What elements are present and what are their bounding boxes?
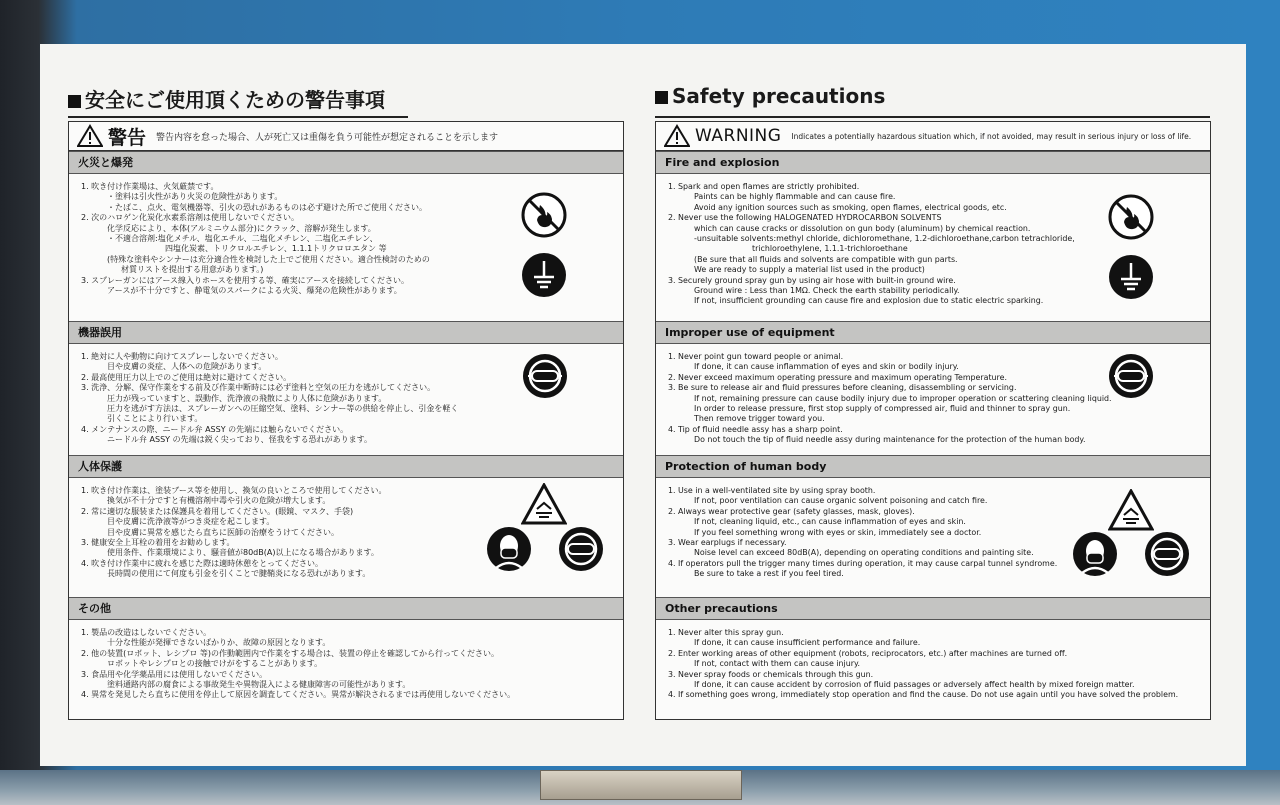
list-item: 引くことにより行います。 bbox=[107, 414, 203, 424]
en-warning-row bbox=[656, 122, 1210, 151]
list-item: We are ready to supply a material list used in the product) bbox=[694, 265, 925, 275]
list-item: アースが不十分ですと、静電気のスパークによる火災、爆発の危険性があります。 bbox=[107, 286, 402, 296]
list-item: Noise level can exceed 80dB(A), depending on operating conditions and painting site. bbox=[694, 548, 1034, 558]
list-item: 3. Securely ground spray gun by using air hose with built-in ground wire. bbox=[668, 275, 956, 285]
list-item: If not, contact with them can cause injury. bbox=[694, 659, 860, 669]
list-item: If not, remaining pressure can cause bodily injury due to improper operation or scattering cleaning liquid. bbox=[694, 393, 1112, 403]
list-item: 材質リストを提出する用意があります。) bbox=[121, 265, 264, 275]
list-item: ・塗料は引火性があり火災の危険性があります。 bbox=[107, 192, 283, 202]
list-item: which can cause cracks or dissolution on gun body (aluminum) by chemical reaction. bbox=[694, 223, 1031, 233]
list-item: (Be sure that all fluids and solvents are compatible with gun parts. bbox=[694, 254, 958, 264]
list-item: 目や皮膚の炎症、人体への危険があります。 bbox=[107, 362, 267, 372]
list-item: 四塩化炭素、トリクロルエチレン、1.1.1トリクロロエタン 等 bbox=[165, 244, 387, 254]
en-heading: Safety precautions bbox=[655, 84, 1210, 118]
list-item: 4. If operators pull the trigger many times during operation, it may cause carpal tunnel syndrome. bbox=[668, 558, 1058, 568]
list-item: ニードル弁 ASSY の先端は鋭く尖っており、怪我をする恐れがあります。 bbox=[107, 435, 372, 445]
list-item: 化学反応により、本体(アルミニウム部分)にクラック、溶解が発生します。 bbox=[107, 223, 376, 233]
list-item: In order to release pressure, first stop supply of compressed air, fluid and thinner to spray gun. bbox=[694, 404, 1071, 414]
warning-triangle-icon bbox=[77, 124, 103, 148]
list-item: Be sure to take a rest if you feel tired. bbox=[694, 569, 844, 579]
ventilation-warning-icon bbox=[521, 483, 567, 525]
section-title: Fire and explosion bbox=[656, 151, 1210, 174]
list-item: 2. Enter working areas of other equipment (robots, reciprocators, etc.) after machines are turned off. bbox=[668, 648, 1068, 658]
list-item: If done, it can cause insufficient performance and failure. bbox=[694, 638, 921, 648]
list-item: 1. 吹き付け作業場は、火気厳禁です。 bbox=[81, 182, 219, 191]
list-item: 4. Tip of fluid needle assy has a sharp point. bbox=[668, 424, 843, 434]
list-item: 1. 絶対に人や動物に向けてスプレーしないでください。 bbox=[81, 352, 283, 361]
no-open-flame-icon bbox=[520, 191, 568, 239]
list-item: 1. Use in a well-ventilated site by using spray booth. bbox=[668, 486, 876, 495]
list-item: 4. 吹き付け作業中に疲れを感じた際は適時休憩をとってください。 bbox=[81, 558, 324, 568]
section-title: 火災と爆発 bbox=[69, 151, 623, 174]
list-item: 4. 異常を発見したら直ちに使用を停止して原因を調査してください。異常が解決されるまでは再使用しないでください。 bbox=[81, 690, 516, 700]
safety-goggles-icon bbox=[1108, 353, 1154, 399]
section-title: 人体保護 bbox=[69, 455, 623, 478]
list-item: Then remove trigger toward you. bbox=[694, 414, 825, 424]
warning-triangle-icon bbox=[664, 124, 690, 148]
list-item: Paints can be highly flammable and can cause fire. bbox=[694, 192, 896, 202]
list-item: 2. Never exceed maximum operating pressure and maximum operating Temperature. bbox=[668, 372, 1007, 382]
list-item: 3. スプレーガンにはアース線入りホースを使用する等、確実にアースを接続してください。 bbox=[81, 275, 410, 285]
jp-section-body bbox=[69, 455, 623, 597]
list-item: 4. If something goes wrong, immediately stop operation and find the cause. Do not use again until you have solved the problem. bbox=[668, 690, 1179, 700]
section-body bbox=[69, 620, 623, 701]
list-item: 圧力を逃がす方法は、スプレーガンへの圧縮空気、塗料、シンナー等の供給を停止し、引金を軽く bbox=[107, 404, 459, 414]
list-item: Avoid any ignition sources such as smoking, open flames, electrical goods, etc. bbox=[694, 202, 1007, 212]
list-item: ・不適合溶剤:塩化メチル、塩化エチル、二塩化メチレン、二塩化エチレン、 bbox=[107, 234, 378, 244]
list-item: 3. Never spray foods or chemicals through this gun. bbox=[668, 669, 874, 679]
list-item: If not, poor ventilation can cause organic solvent poisoning and catch fire. bbox=[694, 496, 988, 506]
en-section-other bbox=[656, 597, 1210, 717]
list-item: ロボットやレシプロとの接触でけがをすることがあります。 bbox=[107, 659, 323, 669]
list-item: 3. 食品用や化学薬品用には使用しないでください。 bbox=[81, 669, 268, 679]
list-item: 1. Never point gun toward people or animal. bbox=[668, 352, 844, 361]
warning-description: Indicates a potentially hazardous situation which, if not avoided, may result in serious injury or loss of life. bbox=[791, 131, 1192, 141]
list-item: Ground wire : Less than 1MΩ. Check the earth stability periodically. bbox=[694, 286, 960, 296]
list-item: If you feel something wrong with eyes or skin, immediately see a doctor. bbox=[694, 527, 982, 537]
list-item: 2. 常に適切な服装または保護具を着用してください。(眼鏡、マスク、手袋) bbox=[81, 506, 354, 516]
no-open-flame-icon bbox=[1107, 193, 1155, 241]
list-item: 3. 健康安全上耳栓の着用をお勧めします。 bbox=[81, 538, 235, 548]
section-title: Protection of human body bbox=[656, 455, 1210, 478]
respirator-mask-icon bbox=[1072, 531, 1118, 577]
warning-description: 警告内容を怠った場合、人が死亡又は重傷を負う可能性が想定されることを示します bbox=[156, 132, 499, 143]
list-item: 3. Wear earplugs if necessary. bbox=[668, 538, 787, 548]
list-item: -unsuitable solvents:methyl chloride, dichloromethane, 1.2-dichloroethane,carbon tetrachloride, bbox=[694, 234, 1075, 244]
safety-goggles-icon bbox=[1144, 531, 1190, 577]
jp-section-other bbox=[69, 597, 623, 717]
list-item: If not, insufficient grounding can cause fire and explosion due to static electric sparking. bbox=[694, 296, 1044, 306]
section-title: Other precautions bbox=[656, 597, 1210, 620]
box-tab bbox=[540, 770, 742, 800]
list-item: 1. 製品の改造はしないでください。 bbox=[81, 628, 212, 637]
list-item: ・たばこ、点火、電気機器等、引火の恐れがあるものは必ず避けた所でご使用ください。 bbox=[107, 202, 427, 212]
safety-goggles-icon bbox=[522, 353, 568, 399]
section-body bbox=[656, 620, 1210, 701]
section-title: Improper use of equipment bbox=[656, 321, 1210, 344]
list-item: (特殊な塗料やシンナーは充分適合性を検討した上でご使用ください。適合性検討のための bbox=[107, 254, 430, 264]
ventilation-warning-icon bbox=[1108, 489, 1154, 531]
ground-earth-icon bbox=[1108, 254, 1154, 300]
list-item: trichloroethylene, 1.1.1-trichloroethane bbox=[752, 244, 908, 254]
jp-warning-row bbox=[69, 122, 623, 151]
list-item: 2. Always wear protective gear (safety glasses, mask, gloves). bbox=[668, 506, 915, 516]
list-item: 2. 最高使用圧力以上でのご使用は絶対に避けてください。 bbox=[81, 372, 292, 382]
list-item: 2. Never use the following HALOGENATED HYDROCARBON SOLVENTS bbox=[668, 213, 942, 223]
list-item: 2. 次のハロゲン化炭化水素系溶剤は使用しないでください。 bbox=[81, 213, 300, 223]
list-item: 換気が不十分ですと有機溶剤中毒や引火の危険が増大します。 bbox=[107, 496, 331, 506]
list-item: 長時間の使用にて何度も引金を引くことで腱鞘炎になる恐れがあります。 bbox=[107, 569, 371, 579]
list-item: 1. Spark and open flames are strictly prohibited. bbox=[668, 182, 860, 191]
list-item: 圧力が残っていますと、誤動作、洗浄液の飛散により人体に危険があります。 bbox=[107, 393, 387, 403]
list-item: 1. 吹き付け作業は、塗装ブース等を使用し、換気の良いところで使用してください。 bbox=[81, 486, 387, 495]
safety-goggles-icon bbox=[558, 526, 604, 572]
list-item: 4. メンテナンスの際、ニードル弁 ASSY の先端には触らないでください。 bbox=[81, 424, 349, 434]
list-item: 目や皮膚に洗浄液等がつき炎症を起こします。 bbox=[107, 517, 275, 527]
warning-word: WARNING bbox=[695, 126, 782, 146]
warning-word: 警告 bbox=[108, 126, 147, 149]
list-item: 十分な性能が発揮できないばかりか、故障の原因となります。 bbox=[107, 638, 331, 648]
list-item: If done, it can cause inflammation of eyes and skin or bodily injury. bbox=[694, 362, 959, 372]
list-item: 2. 他の装置(ロボット、レシプロ 等)の作動範囲内で作業をする場合は、装置の停止を確認してから行ってください。 bbox=[81, 648, 500, 658]
section-title: 機器誤用 bbox=[69, 321, 623, 344]
list-item: 塗料通路内部の腐食による事故発生や異物混入による健康障害の可能性があります。 bbox=[107, 680, 411, 690]
list-item: 目や皮膚に異常を感じたら直ちに医師の治療をうけてください。 bbox=[107, 527, 339, 537]
list-item: 3. 洗浄、分解、保守作業をする前及び作業中断時には必ず塗料と空気の圧力を逃がしてください。 bbox=[81, 383, 436, 393]
list-item: Do not touch the tip of fluid needle assy during maintenance for the protection of the human body. bbox=[694, 435, 1086, 445]
list-item: If not, cleaning liquid, etc., can cause inflammation of eyes and skin. bbox=[694, 517, 966, 527]
ground-earth-icon bbox=[521, 252, 567, 298]
list-item: 3. Be sure to release air and fluid pressures before cleaning, disassembling or servicing. bbox=[668, 383, 1017, 393]
list-item: If done, it can cause accident by corrosion of fluid passages or adversely affect health by mixed foreign matter. bbox=[694, 680, 1135, 690]
section-title: その他 bbox=[69, 597, 623, 620]
list-item: 1. Never alter this spray gun. bbox=[668, 628, 784, 637]
list-item: 使用条件、作業環境により、騒音値が80dB(A)以上になる場合があります。 bbox=[107, 548, 379, 558]
respirator-mask-icon bbox=[486, 526, 532, 572]
jp-heading: 安全にご使用頂くための警告事項 bbox=[68, 84, 408, 118]
